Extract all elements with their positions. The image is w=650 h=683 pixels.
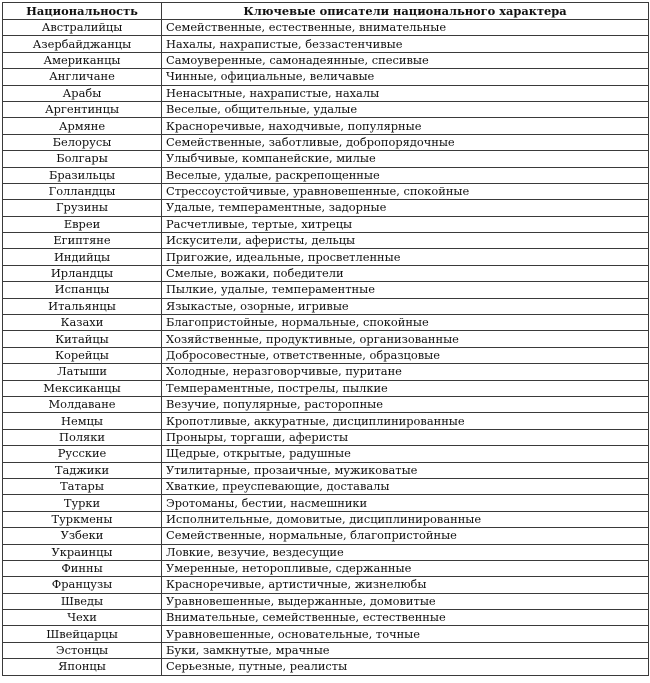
national-character-table: [2, 2, 649, 676]
descriptors-cell: Исполнительные, домовитые, дисциплинированные: [162, 511, 649, 527]
descriptors-cell: Чинные, официальные, величавые: [162, 69, 649, 85]
descriptors-cell: Буки, замкнутые, мрачные: [162, 642, 649, 658]
header-row: [3, 3, 649, 20]
descriptors-cell: Красноречивые, находчивые, популярные: [162, 118, 649, 134]
table-row: [3, 610, 649, 626]
descriptors-cell: Смелые, вожаки, победители: [162, 265, 649, 281]
nationality-cell: Японцы: [3, 659, 162, 675]
nationality-cell: Испанцы: [3, 282, 162, 298]
table-row: [3, 577, 649, 593]
descriptors-cell: Добросовестные, ответственные, образцовые: [162, 347, 649, 363]
nationality-cell: Эстонцы: [3, 642, 162, 658]
descriptors-cell: Темпераментные, пострелы, пылкие: [162, 380, 649, 396]
table-row: [3, 429, 649, 445]
descriptors-cell: Улыбчивые, компанейские, милые: [162, 151, 649, 167]
descriptors-cell: Удалые, темпераментные, задорные: [162, 200, 649, 216]
table-row: [3, 315, 649, 331]
table-row: [3, 331, 649, 347]
nationality-cell: Швейцарцы: [3, 626, 162, 642]
table-row: [3, 282, 649, 298]
descriptors-cell: Пригожие, идеальные, просветленные: [162, 249, 649, 265]
nationality-cell: Австралийцы: [3, 20, 162, 36]
table-row: [3, 659, 649, 675]
descriptors-cell: Хваткие, преуспевающие, доставалы: [162, 478, 649, 494]
nationality-cell: Туркмены: [3, 511, 162, 527]
nationality-cell: Китайцы: [3, 331, 162, 347]
table-row: [3, 396, 649, 412]
table-body: [3, 20, 649, 676]
nationality-cell: Чехи: [3, 610, 162, 626]
table-row: [3, 544, 649, 560]
nationality-cell: Грузины: [3, 200, 162, 216]
table-row: [3, 69, 649, 85]
table-row: [3, 528, 649, 544]
descriptors-cell: Щедрые, открытые, радушные: [162, 446, 649, 462]
descriptors-cell: Серьезные, путные, реалисты: [162, 659, 649, 675]
nationality-cell: Шведы: [3, 593, 162, 609]
table-row: [3, 364, 649, 380]
nationality-cell: Латыши: [3, 364, 162, 380]
table-row: [3, 216, 649, 232]
descriptors-cell: Искусители, аферисты, дельцы: [162, 233, 649, 249]
descriptors-cell: Кропотливые, аккуратные, дисциплинированные: [162, 413, 649, 429]
nationality-cell: Узбеки: [3, 528, 162, 544]
table-row: [3, 593, 649, 609]
nationality-cell: Таджики: [3, 462, 162, 478]
table-row: [3, 511, 649, 527]
nationality-cell: Американцы: [3, 52, 162, 68]
descriptors-cell: Уравновешенные, основательные, точные: [162, 626, 649, 642]
nationality-cell: Армяне: [3, 118, 162, 134]
nationality-cell: Поляки: [3, 429, 162, 445]
descriptors-cell: Ловкие, везучие, вездесущие: [162, 544, 649, 560]
table-row: [3, 233, 649, 249]
descriptors-cell: Веселые, общительные, удалые: [162, 101, 649, 117]
descriptors-cell: Внимательные, семейственные, естественные: [162, 610, 649, 626]
nationality-cell: Итальянцы: [3, 298, 162, 314]
descriptors-cell: Нахалы, нахрапистые, беззастенчивые: [162, 36, 649, 52]
descriptors-cell: Стрессоустойчивые, уравновешенные, спокойные: [162, 183, 649, 199]
table-row: [3, 413, 649, 429]
descriptors-cell: Эротоманы, бестии, насмешники: [162, 495, 649, 511]
table-row: [3, 446, 649, 462]
nationality-cell: Арабы: [3, 85, 162, 101]
descriptors-cell: Утилитарные, прозаичные, мужиковатые: [162, 462, 649, 478]
nationality-cell: Болгары: [3, 151, 162, 167]
table-row: [3, 626, 649, 642]
nationality-cell: Голландцы: [3, 183, 162, 199]
nationality-cell: Евреи: [3, 216, 162, 232]
descriptors-cell: Умеренные, неторопливые, сдержанные: [162, 560, 649, 576]
nationality-cell: Молдаване: [3, 396, 162, 412]
descriptors-cell: Семейственные, заботливые, добропорядочные: [162, 134, 649, 150]
table-row: [3, 495, 649, 511]
table-row: [3, 36, 649, 52]
nationality-cell: Французы: [3, 577, 162, 593]
nationality-cell: Мексиканцы: [3, 380, 162, 396]
table-row: [3, 560, 649, 576]
table-row: [3, 20, 649, 36]
descriptors-cell: Проныры, торгаши, аферисты: [162, 429, 649, 445]
nationality-cell: Египтяне: [3, 233, 162, 249]
nationality-cell: Азербайджанцы: [3, 36, 162, 52]
descriptors-cell: Семейственные, естественные, внимательные: [162, 20, 649, 36]
descriptors-cell: Ненасытные, нахрапистые, нахалы: [162, 85, 649, 101]
descriptors-cell: Уравновешенные, выдержанные, домовитые: [162, 593, 649, 609]
descriptors-cell: Везучие, популярные, расторопные: [162, 396, 649, 412]
table-row: [3, 347, 649, 363]
table-row: [3, 167, 649, 183]
nationality-cell: Ирландцы: [3, 265, 162, 281]
table-row: [3, 265, 649, 281]
header-descriptors: Ключевые описатели национального характера: [162, 3, 649, 20]
table-row: [3, 101, 649, 117]
table-row: [3, 85, 649, 101]
table-row: [3, 52, 649, 68]
nationality-cell: Татары: [3, 478, 162, 494]
nationality-cell: Индийцы: [3, 249, 162, 265]
table-row: [3, 183, 649, 199]
nationality-cell: Турки: [3, 495, 162, 511]
nationality-cell: Англичане: [3, 69, 162, 85]
table-row: [3, 380, 649, 396]
nationality-cell: Аргентинцы: [3, 101, 162, 117]
nationality-cell: Украинцы: [3, 544, 162, 560]
table-row: [3, 151, 649, 167]
descriptors-cell: Расчетливые, тертые, хитрецы: [162, 216, 649, 232]
table-row: [3, 134, 649, 150]
table-row: [3, 478, 649, 494]
descriptors-cell: Языкастые, озорные, игривые: [162, 298, 649, 314]
table-row: [3, 118, 649, 134]
nationality-cell: Русские: [3, 446, 162, 462]
nationality-cell: Немцы: [3, 413, 162, 429]
table-row: [3, 462, 649, 478]
descriptors-cell: Благопристойные, нормальные, спокойные: [162, 315, 649, 331]
table-row: [3, 298, 649, 314]
table-row: [3, 249, 649, 265]
descriptors-cell: Пылкие, удалые, темпераментные: [162, 282, 649, 298]
table-row: [3, 200, 649, 216]
descriptors-cell: Семейственные, нормальные, благопристойные: [162, 528, 649, 544]
nationality-cell: Финны: [3, 560, 162, 576]
descriptors-cell: Холодные, неразговорчивые, пуритане: [162, 364, 649, 380]
header-nationality: Национальность: [3, 3, 162, 20]
nationality-cell: Корейцы: [3, 347, 162, 363]
descriptors-cell: Веселые, удалые, раскрепощенные: [162, 167, 649, 183]
nationality-cell: Казахи: [3, 315, 162, 331]
descriptors-cell: Красноречивые, артистичные, жизнелюбы: [162, 577, 649, 593]
descriptors-cell: Самоуверенные, самонадеянные, спесивые: [162, 52, 649, 68]
nationality-cell: Бразильцы: [3, 167, 162, 183]
table-row: [3, 642, 649, 658]
descriptors-cell: Хозяйственные, продуктивные, организованные: [162, 331, 649, 347]
nationality-cell: Белорусы: [3, 134, 162, 150]
